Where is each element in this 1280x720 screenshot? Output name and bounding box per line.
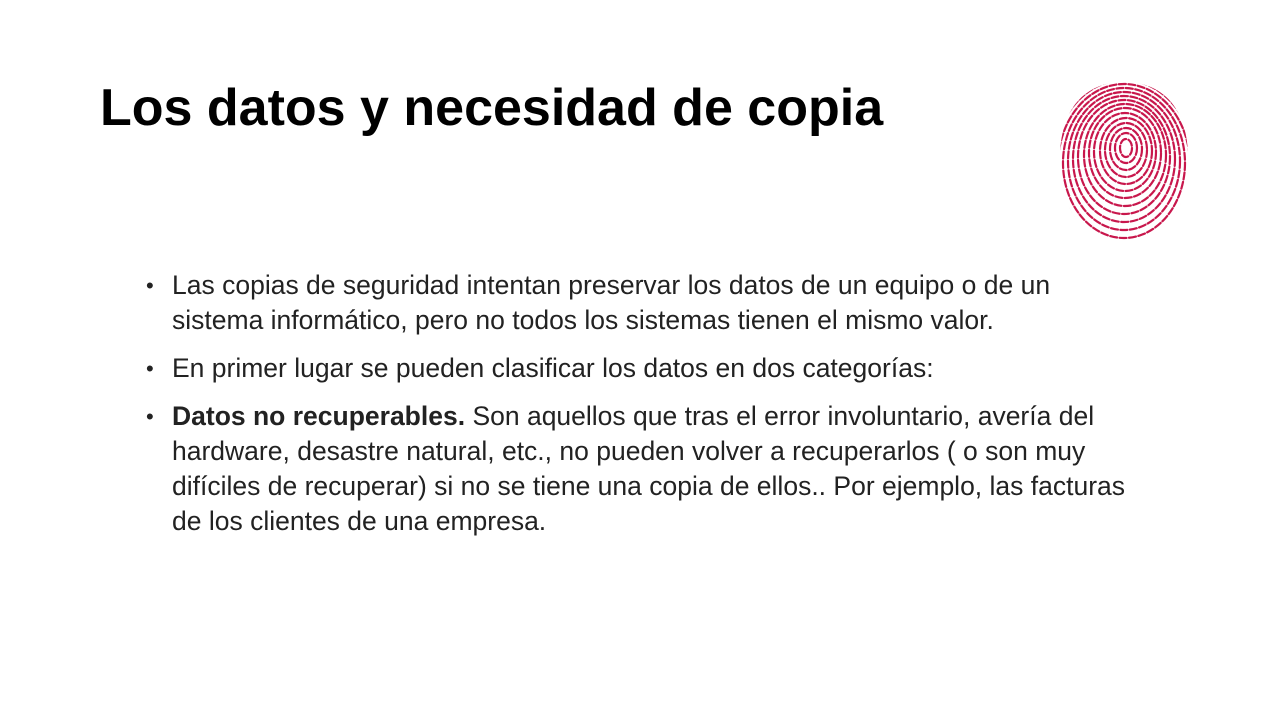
bullet-marker: • xyxy=(146,356,154,381)
bullet-text: En primer lugar se pueden clasificar los datos en dos categorías: xyxy=(172,353,934,383)
bullet-item xyxy=(146,268,1146,338)
slide-title: Los datos y necesidad de copia xyxy=(100,79,884,137)
bullet-bold-text: Datos no recuperables. xyxy=(172,401,466,431)
bullet-item xyxy=(146,351,1146,386)
bullet-item xyxy=(146,399,1146,539)
bullet-marker: • xyxy=(146,404,154,429)
bullet-list xyxy=(146,268,1146,552)
fingerprint-icon xyxy=(1054,78,1194,242)
bullet-marker: • xyxy=(146,273,154,298)
bullet-text: Las copias de seguridad intentan preservar los datos de un equipo o de un sistema informático, pero no todos los sistemas tienen el mismo valor. xyxy=(172,270,1051,335)
fingerprint-graphic xyxy=(1054,78,1194,242)
bullet-text: Son aquellos que tras el error involuntario, avería del hardware, desastre natural, etc., no pueden volver a recuperarlos ( o son muy difíciles de recuperar) si no se tiene una copia de ellos.. Por ejemplo, las facturas de los clientes de una empresa. xyxy=(172,401,1126,536)
